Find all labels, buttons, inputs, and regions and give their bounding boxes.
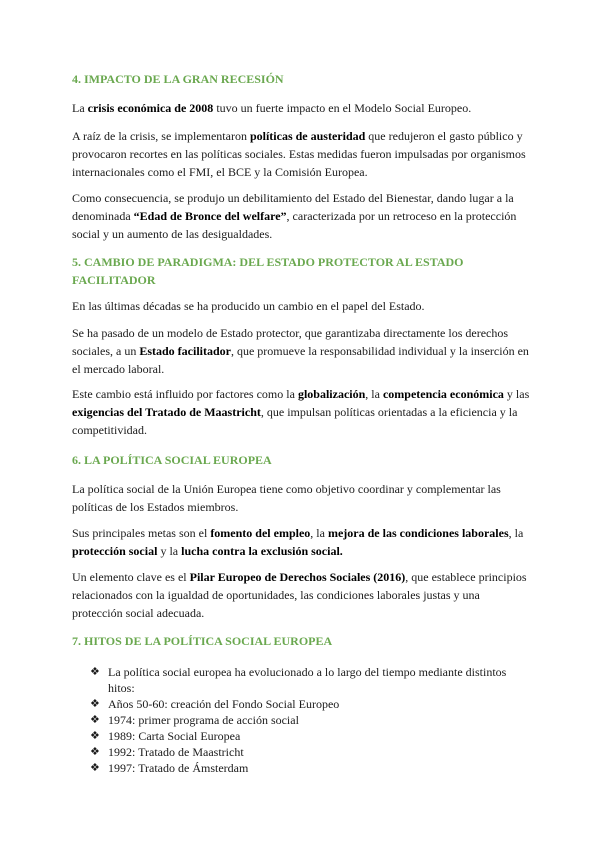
text-run: Sus principales metas son el [72, 526, 211, 540]
list-item-text: 1992: Tratado de Maastricht [108, 745, 244, 759]
text-run: Este cambio está influido por factores como la [72, 387, 298, 401]
text-run: , la [508, 526, 524, 540]
text-run: Como consecuencia, se produjo un debilitamiento del Estado del Bienestar, dando lugar a la denominada [72, 191, 514, 223]
text-run: Un elemento clave es el [72, 570, 190, 584]
text-run: , la [365, 387, 383, 401]
bold-term: globalización [297, 387, 366, 401]
bold-term: Pilar Europeo de Derechos Sociales (2016) [189, 570, 406, 584]
list-item [90, 696, 530, 712]
s4-paragraph-1 [72, 99, 532, 117]
text-run: tuvo un fuerte impacto en el Modelo Social Europeo. [213, 101, 472, 115]
s4-paragraph-3 [72, 189, 532, 243]
list-item [90, 728, 530, 744]
bold-term: exigencias del Tratado de Maastricht [72, 405, 261, 419]
text-run: que redujeron el gasto público y provocaron recortes en las políticas sociales. Estas medidas fueron impulsadas por organismos internacionales como el FMI, el BCE y la Comisión Europea. [72, 129, 526, 179]
diamond-bullet-icon: ❖ [90, 698, 100, 710]
text-run: , que impulsan políticas orientadas a la eficiencia y la competitividad. [72, 405, 518, 437]
section-7-heading: 7. HITOS DE LA POLÍTICA SOCIAL EUROPEA [72, 634, 333, 648]
list-item [90, 760, 530, 776]
section-6-heading: 6. LA POLÍTICA SOCIAL EUROPEA [72, 453, 272, 467]
list-item-text: 1989: Carta Social Europea [108, 729, 241, 743]
text-run: Se ha pasado de un modelo de Estado protector, que garantizaba directamente los derechos sociales, a un [72, 326, 509, 358]
s4-paragraph-2 [72, 127, 532, 181]
text-run: y las [503, 387, 530, 401]
bold-term: “Edad de Bronce del welfare” [133, 209, 287, 223]
bold-term: competencia económica [382, 387, 504, 401]
milestones-list [90, 664, 530, 776]
text-run: En las últimas décadas se ha producido un cambio en el papel del Estado. [72, 299, 425, 313]
list-item-text: 1974: primer programa de acción social [108, 713, 299, 727]
text-run: , que promueve la responsabilidad individual y la inserción en el mercado laboral. [72, 344, 529, 376]
s5-paragraph-3 [72, 385, 532, 439]
text-run: , caracterizada por un retroceso en la protección social y un aumento de las desigualdades. [72, 209, 517, 241]
list-item [90, 744, 530, 760]
text-run: A raíz de la crisis, se implementaron [72, 129, 250, 143]
list-item-text: Años 50-60: creación del Fondo Social Europeo [108, 697, 340, 711]
bold-term: fomento del empleo [210, 526, 311, 540]
text-run: La [72, 101, 88, 115]
text-run: y la [157, 544, 182, 558]
list-item-text: La política social europea ha evolucionado a lo largo del tiempo mediante distintos hitos: [108, 665, 507, 695]
bold-term: Estado facilitador [139, 344, 231, 358]
s6-paragraph-2 [72, 524, 532, 560]
s5-paragraph-1 [72, 297, 532, 315]
bold-term: políticas de austeridad [249, 129, 366, 143]
diamond-bullet-icon: ❖ [90, 746, 100, 758]
diamond-bullet-icon: ❖ [90, 730, 100, 742]
s6-paragraph-3 [72, 568, 532, 622]
bold-term: crisis económica de 2008 [87, 101, 214, 115]
bold-term: lucha contra la exclusión social. [181, 544, 343, 558]
diamond-bullet-icon: ❖ [90, 762, 100, 774]
s6-paragraph-1 [72, 480, 532, 516]
bold-term: protección social [72, 544, 158, 558]
section-4-heading: 4. IMPACTO DE LA GRAN RECESIÓN [72, 72, 284, 86]
diamond-bullet-icon: ❖ [90, 714, 100, 726]
list-item-text: 1997: Tratado de Ámsterdam [108, 761, 249, 775]
list-item [90, 664, 530, 696]
text-run: La política social de la Unión Europea tiene como objetivo coordinar y complementar las políticas de los Estados miembros. [72, 482, 501, 514]
text-run: , que establece principios relacionados con la igualdad de oportunidades, las condiciones laborales justas y una protección social adecuada. [72, 570, 527, 620]
section-5-heading: 5. CAMBIO DE PARADIGMA: DEL ESTADO PROTECTOR AL ESTADO FACILITADOR [72, 255, 464, 287]
list-item [90, 712, 530, 728]
bold-term: mejora de las condiciones laborales [327, 526, 509, 540]
text-run: , la [310, 526, 328, 540]
diamond-bullet-icon: ❖ [90, 666, 100, 678]
s5-paragraph-2 [72, 324, 532, 378]
